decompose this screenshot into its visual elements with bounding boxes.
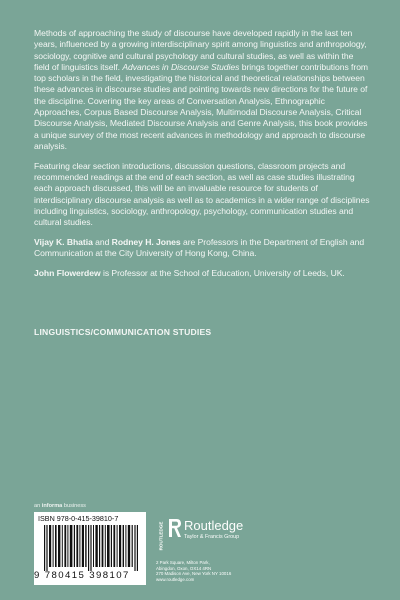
description-text-continued: brings together contributions from top scholars in the field, investigating the historical and theoretical relationships between these advances in discourse studies and pointing towards new directions for the future of the discipline. Covering the key areas of Conversation Analysis, Ethnographic Approaches, Corpus Based Discourse Analysis, Multimodal Discourse Analysis, Critical Discourse Analysis, Mediated Discourse Analysis and Genre Analysis, this book provides a unique survey of the most recent advances in methodology and approach to discourse analysis. (34, 61, 369, 151)
editors-paragraph (34, 237, 370, 260)
address-line: Abingdon, Oxon, OX14 4RN (156, 565, 212, 571)
informa-suffix: business (62, 503, 86, 509)
editor-paragraph (34, 268, 370, 279)
publisher-website: www.routledge.com (156, 576, 195, 582)
routledge-logo-icon (168, 518, 182, 538)
barcode-icon (44, 525, 140, 571)
informa-tagline (34, 503, 86, 509)
informa-brand: informa (41, 503, 63, 509)
publisher-vertical-label (156, 518, 166, 554)
barcode-digits: 9 780415 398107 (34, 570, 130, 581)
isbn-number: ISBN 978-0-415-39810-7 (38, 514, 119, 523)
address-line: 2 Park Square, Milton Park, (156, 560, 210, 565)
editor-bio: is Professor at the School of Education, University of Leeds, UK. (100, 268, 345, 279)
publisher-vertical-text: ROUTLEDGE (158, 521, 164, 551)
editor-bio: are Professors in the Department of English and Communication at the City University of Hong Kong, China. (34, 237, 365, 259)
description-paragraph (34, 28, 370, 152)
subject-category: LINGUISTICS/COMMUNICATION STUDIES (34, 327, 212, 337)
editor-name: Vijay K. Bhatia (34, 237, 93, 248)
publisher-name: Routledge (184, 518, 244, 533)
editor-name: Rodney H. Jones (111, 237, 181, 248)
editor-name: John Flowerdew (34, 268, 101, 279)
publisher-group: Taylor & Francis Group (184, 534, 240, 540)
features-paragraph: Featuring clear section introductions, discussion questions, classroom projects and recommended readings at the end of each section, as well as case studies illustrating each approach discussed, this will be an invaluable resource for students of interdisciplinary discourse analysis as well as to academics in a wider range of disciplines including linguistics, sociology, anthropology, psychology, communication studies and cultural studies. (34, 160, 370, 228)
informa-prefix: an (34, 503, 42, 509)
isbn-barcode (34, 512, 146, 585)
conjunction-text: and (92, 237, 112, 248)
publisher-address (156, 560, 231, 582)
address-line: 270 Madison Ave, New York NY 10016 (156, 571, 232, 577)
description-text: Methods of approaching the study of discourse have developed rapidly in the last ten years, influenced by a growing interdisciplinary spirit among linguistics and anthropology, sociology, cognitive and cultural psychology and cultural studies, as well as within the field of linguistics itself. (34, 28, 367, 72)
back-cover-blurb (34, 28, 370, 288)
book-title-italic: Advances in Discourse Studies (122, 61, 240, 72)
